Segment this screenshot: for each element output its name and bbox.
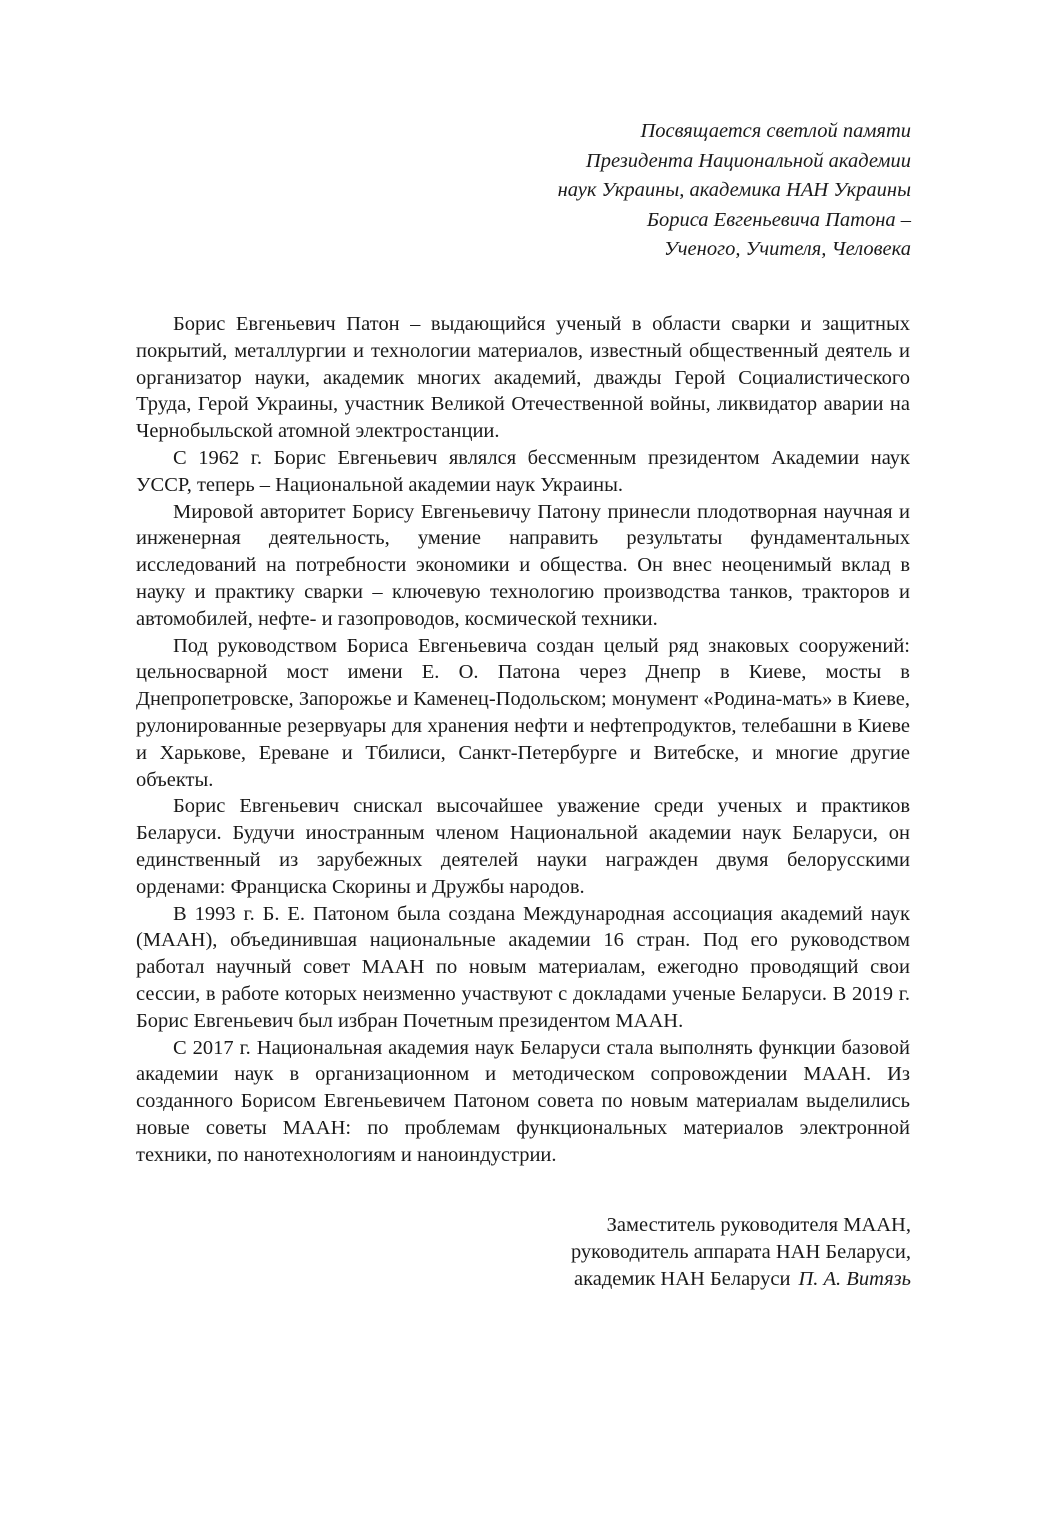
signature-position-line: руководитель аппарата НАН Беларуси,: [570, 1240, 911, 1263]
paragraph: В 1993 г. Б. Е. Патоном была создана Международная ассоциация академий наук (МААН), объединившая национальные академии 16 стран. Под его руководством работал научный совет МААН по новым материалам, ежегодно проводящий свои сессии, в работе которых неизменно участвуют с докладами ученые Беларуси. В 2019 г. Борис Евгеньевич был избран Почетным президентом МААН.: [136, 902, 910, 1032]
paragraph: С 1962 г. Борис Евгеньевич являлся бессменным президентом Академии наук УССР, теперь – Национальной академии наук Украины.: [136, 446, 910, 496]
signature-title: академик НАН Беларуси: [574, 1267, 791, 1290]
dedication-line: Посвящается светлой памяти: [640, 120, 911, 142]
dedication-line: Бориса Евгеньевича Патона –: [646, 208, 911, 231]
signature-position-line: Заместитель руководителя МААН,: [606, 1214, 911, 1236]
paragraph: Мировой авторитет Борису Евгеньевичу Патону принесли плодотворная научная и инженерная деятельность, умение направить результаты фундаментальных исследований на потребности экономики и общества. Он внес неоценимый вклад в науку и практику сварки – ключевую технологию производства танков, тракторов и автомобилей, нефте- и газопроводов, космической техники.: [136, 500, 910, 630]
paragraph: Борис Евгеньевич снискал высочайшее уважение среди ученых и практиков Беларуси. Будучи иностранным членом Национальной академии наук Беларуси, он единственный из зарубежных деятелей науки награжден двумя белорусскими орденами: Франциска Скорины и Дружбы народов.: [136, 795, 910, 898]
dedication-epigraph: [351, 117, 911, 265]
signature-block: [391, 1212, 911, 1292]
dedication-line: Ученого, Учителя, Человека: [663, 238, 911, 260]
paragraph: Борис Евгеньевич Патон – выдающийся ученый в области сварки и защитных покрытий, металлургии и технологии материалов, известный общественный деятель и организатор науки, академик многих академий, дважды Герой Социалистического Труда, Герой Украины, участник Великой Отечественной войны, ликвидатор аварии на Чернобыльской атомной электростанции.: [136, 313, 910, 443]
signature-name: П. А. Витязь: [798, 1267, 911, 1290]
dedication-line: Президента Национальной академии: [585, 149, 911, 172]
main-text: [136, 311, 910, 1169]
signature-title-line: [391, 1266, 911, 1293]
paragraph: Под руководством Бориса Евгеньевича создан целый ряд знаковых сооружений: цельносварной мост имени Е. О. Патона через Днепр в Киеве, мосты в Днепропетровске, Запорожье и Каменец-Подольском; монумент «Родина-мать» в Киеве, рулонированные резервуары для хранения нефти и нефтепродуктов, телебашни в Киеве и Харькове, Ереване и Тбилиси, Санкт-Петербурге и Витебске, и многие другие объекты.: [136, 634, 910, 791]
paragraph: С 2017 г. Национальная академия наук Беларуси стала выполнять функции базовой академии наук в организационном и методическом сопровождении МААН. Из созданного Борисом Евгеньевичем Патоном совета по новым материалам выделились новые советы МААН: по проблемам функциональных материалов электронной техники, по нанотехнологиям и наноиндустрии.: [136, 1036, 910, 1166]
dedication-line: наук Украины, академика НАН Украины: [557, 179, 911, 201]
